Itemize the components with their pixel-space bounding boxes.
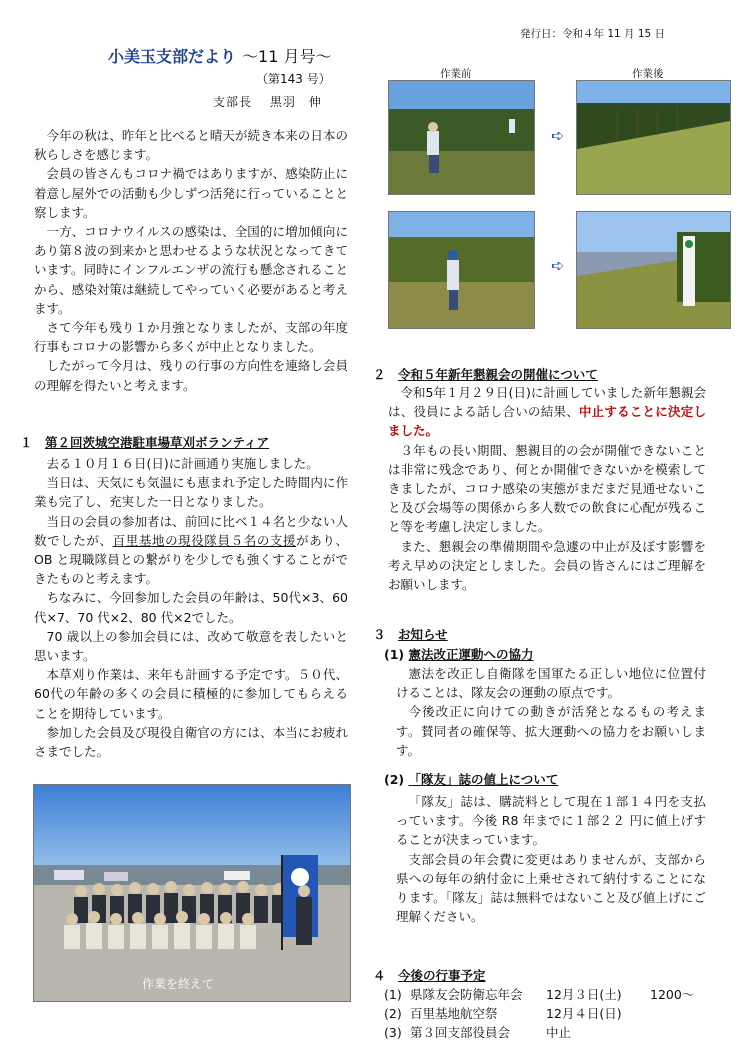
newsletter-title <box>108 44 331 67</box>
schedule-date: 12月３日(土) <box>546 987 622 1002</box>
section4-number: ４ <box>373 968 386 983</box>
schedule-date: 中止 <box>546 1025 572 1040</box>
notice1-label: (1) <box>384 647 405 662</box>
intro-paragraph: さて今年も残り１か月強となりましたが、支部の年度行事もコロナの影響から多くが中止となりました。 <box>34 320 348 355</box>
section2-body <box>388 383 706 594</box>
schedule-item <box>384 1023 724 1042</box>
notice1-paragraph: 憲法を改正し自衛隊を国軍たる正しい地位に位置付けることは、隊友会の運動の原点です。 <box>396 666 706 701</box>
group-photo-caption: 作業を終えて <box>142 977 215 991</box>
section4-title: 今後の行事予定 <box>398 968 486 983</box>
section1-body <box>34 454 348 761</box>
arrow-right-icon: ➪ <box>551 256 565 275</box>
intro-paragraph: 一方、コロナウイルスの感染は、全国的に増加傾向にあり第８波の到来かと思わせるような状況となってきています。同時にインフルエンザの流行も懸念されることから、感染対策は継続してやっていく必要があると考えます。 <box>34 224 348 316</box>
group-photo <box>33 784 351 1002</box>
schedule-event: 百里基地航空祭 <box>410 1006 498 1021</box>
section3-number: ３ <box>373 627 386 642</box>
notice2-paragraph: 「隊友」誌は、購読料として現在１部１４円を支払っています。今後 R8 年までに１部２２ 円に値上げすることが決まっています。 <box>396 794 706 848</box>
before-label: 作業前 <box>440 68 472 80</box>
s2-text: 令和5年１月２９日(日)に計画していました新年懇親会は、役員による話し合いの結果、 <box>388 385 706 420</box>
section3-heading <box>373 625 448 643</box>
title-subtitle: ～11 月号～ <box>242 47 332 66</box>
before-photo-2 <box>388 211 535 329</box>
notice1-paragraph: 今後改正に向けての動きが活発となるもの考えます。賛同者の確保等、拡大運動への協力をお願いします。 <box>396 704 706 758</box>
section1-paragraph: 当日は、天気にも気温にも恵まれ予定した時間内に作業も完了し、充実した一日となりました。 <box>34 475 348 510</box>
notice2-body <box>396 792 706 926</box>
notice2-title: 「隊友」誌の値上について <box>408 772 559 787</box>
notice2-label: (2) <box>384 772 405 787</box>
schedule-list <box>384 985 724 1042</box>
intro-paragraph: 今年の秋は、昨年と比べると晴天が続き本来の日本の秋らしさを感じます。 <box>34 128 348 163</box>
section1-paragraph: 去る１０月１６日(日)に計画通り実施しました。 <box>46 456 319 471</box>
section1-heading <box>20 433 269 451</box>
after-photo-1 <box>576 80 731 195</box>
before-photo-1 <box>388 80 535 195</box>
notice1-body <box>396 664 706 760</box>
section2-heading <box>373 365 598 383</box>
before-photo-2-image <box>389 212 534 328</box>
section4-heading <box>373 966 486 984</box>
before-photo-1-image <box>389 81 534 194</box>
s1-text: があり、OB と現職隊員との繋がりを少しでも強くすることができたものと考えます。 <box>34 532 348 587</box>
cancel-notice-red: 中止することに決定しました。 <box>388 404 706 439</box>
issue-date: 発行日：令和４年 11 月 15 日 <box>520 28 666 40</box>
support-highlight: 百里基地の現役隊員５名の支援 <box>112 532 297 548</box>
intro-text <box>34 126 348 395</box>
section1-number: １ <box>20 435 33 450</box>
intro-paragraph: したがって今月は、残りの行事の方向性を連絡し会員の理解を得たいと考えます。 <box>34 358 348 393</box>
schedule-no: (2) <box>384 1006 402 1021</box>
section2-paragraph: また、懇親会の準備期間や急遽の中止が及ぼす影響を考え早めの決定としました。会員の皆さんにはご理解をお願いします。 <box>388 538 706 593</box>
schedule-no: (1) <box>384 987 402 1002</box>
schedule-event: 県隊友会防衛忘年会 <box>410 987 523 1002</box>
schedule-item <box>384 985 724 1004</box>
intro-paragraph: 会員の皆さんもコロナ禍ではありますが、感染防止に着意し屋外での活動も少しずつ活発に行っていることと察します。 <box>34 166 348 220</box>
notice1-title: 憲法改正運動への協力 <box>408 647 534 662</box>
schedule-item <box>384 1004 724 1023</box>
author: 支部長 黒羽 伸 <box>213 95 322 109</box>
after-label: 作業後 <box>632 68 664 80</box>
s1-text: 当日の会員の参加者は、前回に比べ１４名と少ない人数でしたが、 <box>34 513 348 548</box>
notice2-heading <box>384 770 558 788</box>
section1-paragraph: ちなみに、今回参加した会員の年齢は、50代×3、60 代×7、70 代×2、80 代×2でした。 <box>34 590 348 625</box>
section1-title: 第２回茨城空港駐車場草刈ボランティア <box>45 435 270 450</box>
notice1-heading <box>384 645 534 663</box>
section2-paragraph <box>388 383 706 441</box>
issue-number: （第143 号） <box>256 72 331 86</box>
section2-paragraph: ３年もの長い期間、懇親目的の会が開催できないことは非常に残念であり、何とか開催できないかを模索してきましたが、コロナ感染の実態がまだまだ見通せないこと及び会場等の関係から多人数での飲食に心配が残ること等を考慮し決定しました。 <box>388 442 706 535</box>
section1-paragraph: 70 歳以上の参加会員には、改めて敬意を表したいと思います。 <box>34 628 348 664</box>
schedule-no: (3) <box>384 1025 402 1040</box>
schedule-note: 1200～ <box>650 987 695 1002</box>
schedule-date: 12月４日(日) <box>546 1006 622 1021</box>
after-photo-2 <box>576 211 731 329</box>
notice2-paragraph: 支部会員の年会費に変更はありませんが、支部から県への毎年の納付金に上乗せされて納付することになります。「隊友」誌は無料ではないこと及び値上げにご理解ください。 <box>396 851 706 925</box>
section2-title: 令和５年新年懇親会の開催について <box>398 367 598 382</box>
arrow-right-icon: ➪ <box>551 126 565 145</box>
schedule-event: 第３回支部役員会 <box>410 1025 511 1040</box>
section1-paragraph <box>34 512 348 589</box>
after-photo-2-image <box>577 212 730 328</box>
after-photo-1-image <box>577 81 730 194</box>
section3-title: お知らせ <box>398 627 448 642</box>
title-text: 小美玉支部だより <box>108 47 237 66</box>
section2-number: ２ <box>373 367 386 382</box>
section1-paragraph: 本草刈り作業は、来年も計画する予定です。５０代、60代の年齢の多くの会員に積極的に参加してもらえることを期待しています。 <box>34 667 348 721</box>
section1-paragraph: 参加した会員及び現役自衛官の方には、本当にお疲れさまでした。 <box>34 724 348 760</box>
group-photo-image <box>34 785 350 1001</box>
